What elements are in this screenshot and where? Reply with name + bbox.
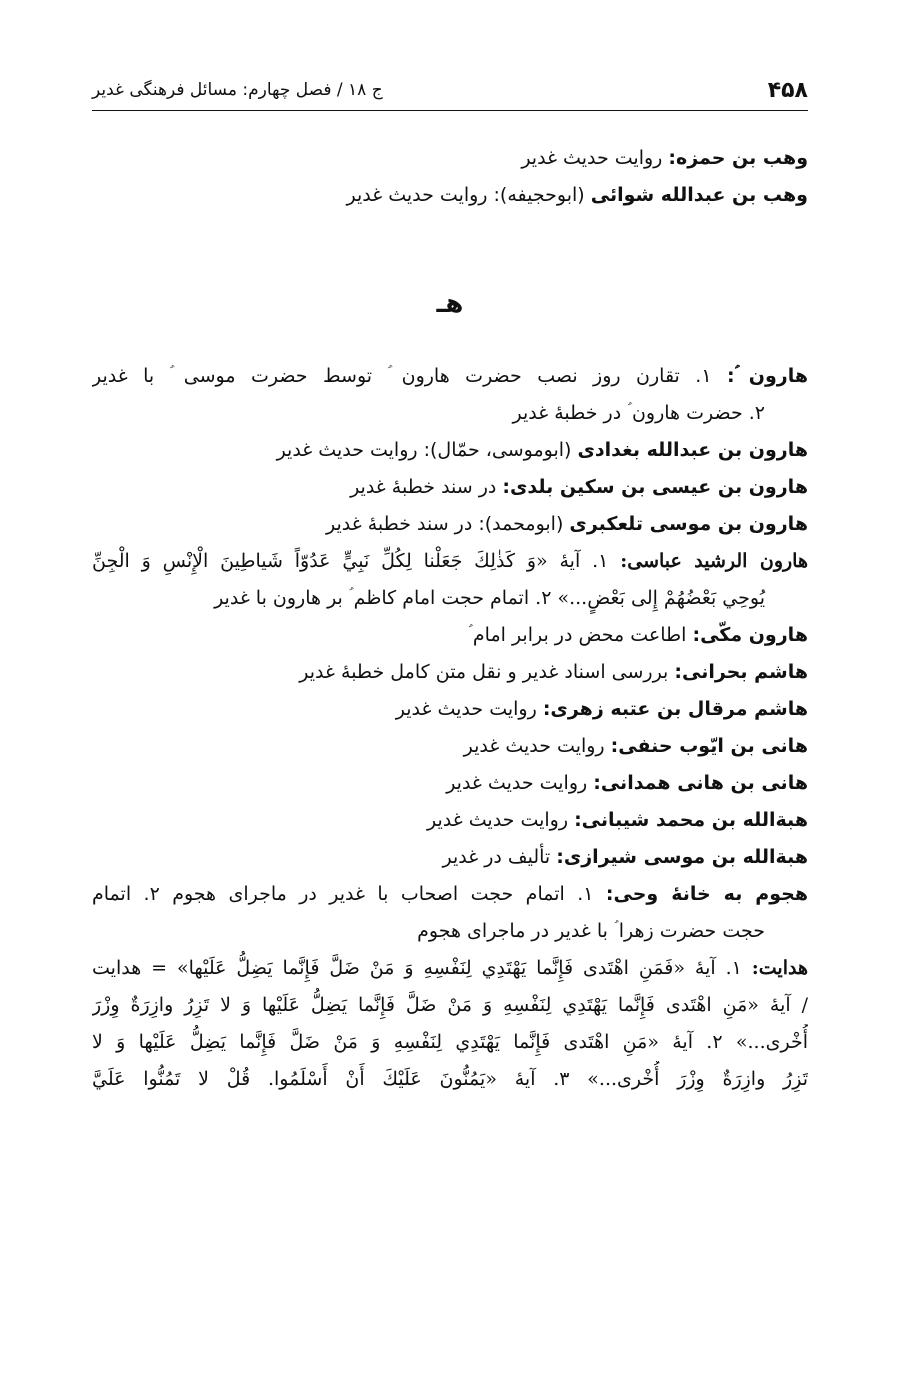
index-entry: [92, 543, 808, 580]
page-number: ۴۵۸: [767, 77, 808, 103]
index-entry: [92, 691, 808, 728]
entry-text: تألیف در غدیر: [442, 846, 557, 868]
entry-text: (ابوموسی، حمّال): روایت حدیث غدیر: [276, 439, 578, 461]
index-entry: [92, 432, 808, 469]
entry-term: هارون بن عیسی بن سکین بلدی:: [502, 476, 808, 498]
entry-term: هدایت:: [751, 957, 808, 979]
entry-text: ۱. آیهٔ «فَمَنِ اهْتَدى فَإِنَّما يَهْتَدِي لِنَفْسِهِ وَ مَنْ ضَلَّ فَإِنَّما يَضِلُّ عَلَيْها» = هدایت: [92, 957, 752, 979]
entry-term: هاشم بحرانی:: [674, 661, 808, 683]
index-entry-continuation: [92, 1061, 808, 1098]
entry-term: هجوم به خانهٔ وحی:: [605, 883, 808, 905]
entry-term: هارون بن عبدالله بغدادی: [577, 439, 808, 461]
index-entry-continuation: [92, 913, 808, 950]
entry-text: (ابومحمد): در سند خطبهٔ غدیر: [326, 513, 570, 535]
entry-text: ۱. تقارن روز نصب حضرت هارون ؑ توسط حضرت موسی ؑ با غدیر: [92, 365, 727, 387]
index-entry-continuation: [92, 395, 808, 432]
index-entry-continuation: [92, 580, 808, 617]
entry-text: بررسی اسناد غدیر و نقل متن کامل خطبهٔ غدیر: [299, 661, 675, 683]
index-entry: [92, 839, 808, 876]
entry-text: تَزِرُ وازِرَةٌ وِزْرَ أُخْرى...» ۳. آیهٔ «يَمُنُّونَ عَلَيْكَ أَنْ أَسْلَمُوا. قُلْ لا تَمُنُّوا عَلَيَّ: [92, 1068, 808, 1090]
entry-text: ۱. آیهٔ «وَ كَذٰلِكَ جَعَلْنا لِكُلِّ نَبِيٍّ عَدُوّاً شَياطِينَ الْإِنْسِ وَ الْجِنِّ: [92, 550, 621, 572]
index-entry: [92, 728, 808, 765]
index-entry: [92, 654, 808, 691]
index-entry: [92, 358, 808, 395]
index-entry: [92, 140, 808, 177]
entry-term: هاشم مرقال بن عتبه زهری:: [542, 698, 808, 720]
index-entry-continuation: [92, 1024, 808, 1061]
index-entry: [92, 469, 808, 506]
entry-text: روایت حدیث غدیر: [521, 147, 669, 169]
index-entry: [92, 802, 808, 839]
entry-text: در سند خطبهٔ غدیر: [350, 476, 503, 498]
entry-text: روایت حدیث غدیر: [395, 698, 543, 720]
index-entry: [92, 950, 808, 987]
entry-text: ۲. حضرت هارون ؑ در خطبهٔ غدیر: [512, 402, 765, 424]
entry-term: وهب بن حمزه:: [668, 147, 808, 169]
index-entry-continuation: [92, 987, 808, 1024]
entry-term: هبةالله بن محمد شیبانی:: [574, 809, 808, 831]
entry-term: هانی بن ایّوب حنفی:: [610, 735, 808, 757]
entry-text: روایت حدیث غدیر: [427, 809, 575, 831]
index-content: [92, 140, 808, 1098]
index-entry: [92, 765, 808, 802]
entry-text: ۱. اتمام حجت اصحاب با غدیر در ماجرای هجوم ۲. اتمام: [92, 883, 606, 905]
entry-term: هارون ؑ:: [726, 365, 808, 387]
running-head: ج ۱۸ / فصل چهارم: مسائل فرهنگی غدیر: [92, 80, 383, 100]
entry-text: روایت حدیث غدیر: [446, 772, 594, 794]
section-gap: [92, 324, 808, 358]
index-entry: [92, 617, 808, 654]
entry-text: روایت حدیث غدیر: [463, 735, 611, 757]
section-letter: هـ: [436, 289, 464, 319]
entry-text: اطاعت محض در برابر امام ؑ: [468, 624, 693, 646]
entry-term: هارون مکّی:: [692, 624, 808, 646]
section-gap: [92, 214, 808, 284]
entry-term: وهب بن عبدالله شوائی: [590, 184, 808, 206]
entry-term: هانی بن هانی همدانی:: [593, 772, 808, 794]
entry-text: يُوحِي بَعْضُهُمْ إِلى بَعْضٍ...» ۲. اتمام حجت امام کاظم ؑ بر هارون با غدیر: [214, 587, 765, 609]
entry-term: هبةالله بن موسی شیرازی:: [556, 846, 808, 868]
entry-term: هارون الرشید عباسی:: [620, 550, 808, 572]
entry-term: هارون بن موسی تلعکبری: [569, 513, 808, 535]
entry-text: / آیهٔ «مَنِ اهْتَدى فَإِنَّما يَهْتَدِي لِنَفْسِهِ وَ مَنْ ضَلَّ فَإِنَّما يَضِلُّ عَلَيْها وَ لا تَزِرُ وازِرَةٌ وِزْرَ: [92, 994, 808, 1016]
index-entry: [92, 876, 808, 913]
entry-text: (ابوحجیفه): روایت حدیث غدیر: [346, 184, 591, 206]
entry-text: أُخْرى...» ۲. آیهٔ «مَنِ اهْتَدى فَإِنَّما يَهْتَدِي لِنَفْسِهِ وَ مَنْ ضَلَّ فَإِنَّما يَضِلُّ عَلَيْها وَ لا: [92, 1031, 808, 1053]
index-entry: [92, 506, 808, 543]
entry-text: حجت حضرت زهرا ؑ با غدیر در ماجرای هجوم: [417, 920, 765, 942]
index-entry: [92, 177, 808, 214]
page-header: [92, 70, 808, 111]
